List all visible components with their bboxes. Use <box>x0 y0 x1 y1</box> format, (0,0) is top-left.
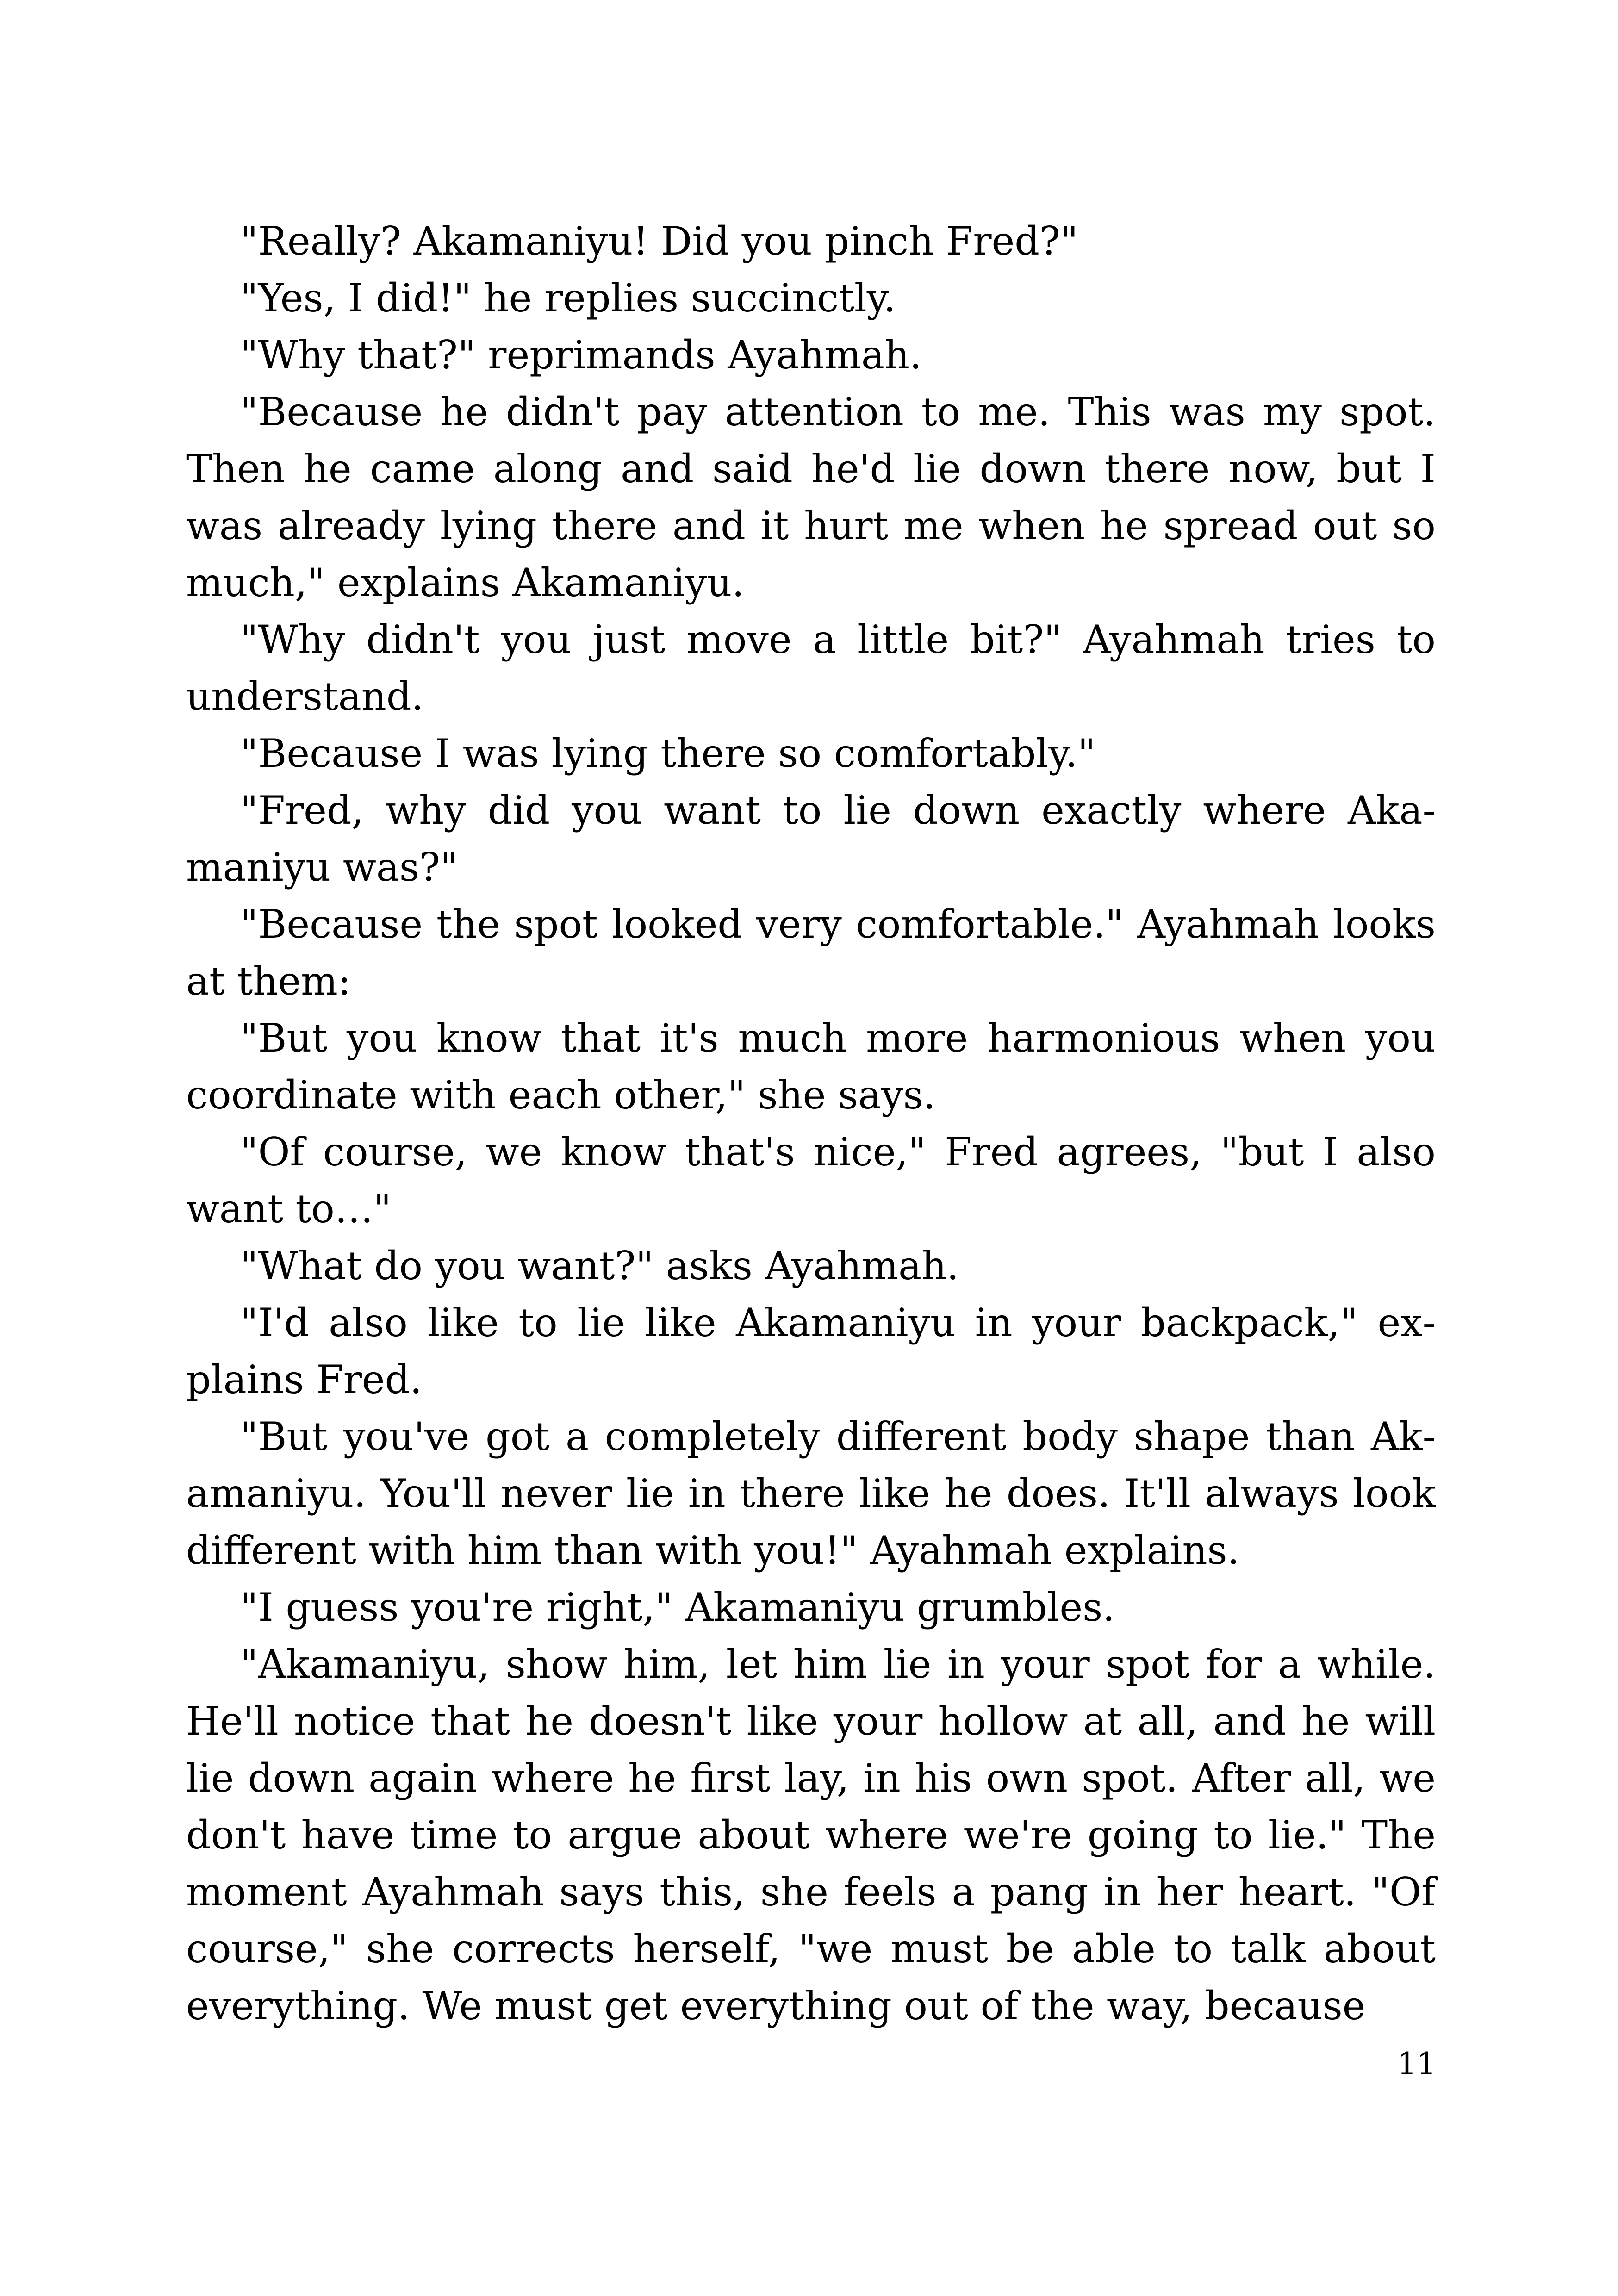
paragraph: "I'd also like to lie like Akamaniyu in your backpack," explains Fred. <box>186 1300 1436 1402</box>
paragraph: "Yes, I did!" he replies succinctly. <box>240 275 896 321</box>
paragraph: "But you know that it's much more harmonious when you coordinate with each other," she says. <box>186 1015 1436 1118</box>
paragraph: "I guess you're right," Akamaniyu grumbles. <box>240 1585 1115 1630</box>
paragraph: "Really? Akamaniyu! Did you pinch Fred?" <box>240 218 1078 264</box>
body-text <box>186 213 1436 2035</box>
paragraph: "Why that?" reprimands Ayahmah. <box>240 332 922 378</box>
paragraph: "Akamaniyu, show him, let him lie in your spot for a while. He'll notice that he doesn't like your hollow at all, and he will lie down again where he first lay, in his own spot. After all, we don't have time to argue about where we're going to lie." The moment Ayahmah says this, she feels a pang in her heart. "Of course," she corrects herself, "we must be able to talk about everything. We must get everything out of the way, because <box>186 1642 1436 2028</box>
page-number: 11 <box>1397 2046 1436 2082</box>
paragraph: "What do you want?" asks Ayahmah. <box>240 1243 959 1288</box>
paragraph: "Fred, why did you want to lie down exactly where Akamaniyu was?" <box>186 788 1436 890</box>
paragraph: "Because he didn't pay attention to me. This was my spot. Then he came along and said he'd lie down there now, but I was already lying there and it hurt me when he spread out so much," explains Akamaniyu. <box>186 389 1436 605</box>
paragraph: "Because I was lying there so comfortably." <box>240 731 1095 776</box>
paragraph: "But you've got a completely different body shape than Akamaniyu. You'll never lie in there like he does. It'll always look different with him than with you!" Ayahmah explains. <box>186 1414 1436 1573</box>
paragraph: "Because the spot looked very comfortable." Ayahmah looks at them: <box>186 902 1436 1004</box>
paragraph: "Why didn't you just move a little bit?" Ayahmah tries to understand. <box>186 617 1436 719</box>
paragraph: "Of course, we know that's nice," Fred agrees, "but I also want to…" <box>186 1129 1436 1232</box>
